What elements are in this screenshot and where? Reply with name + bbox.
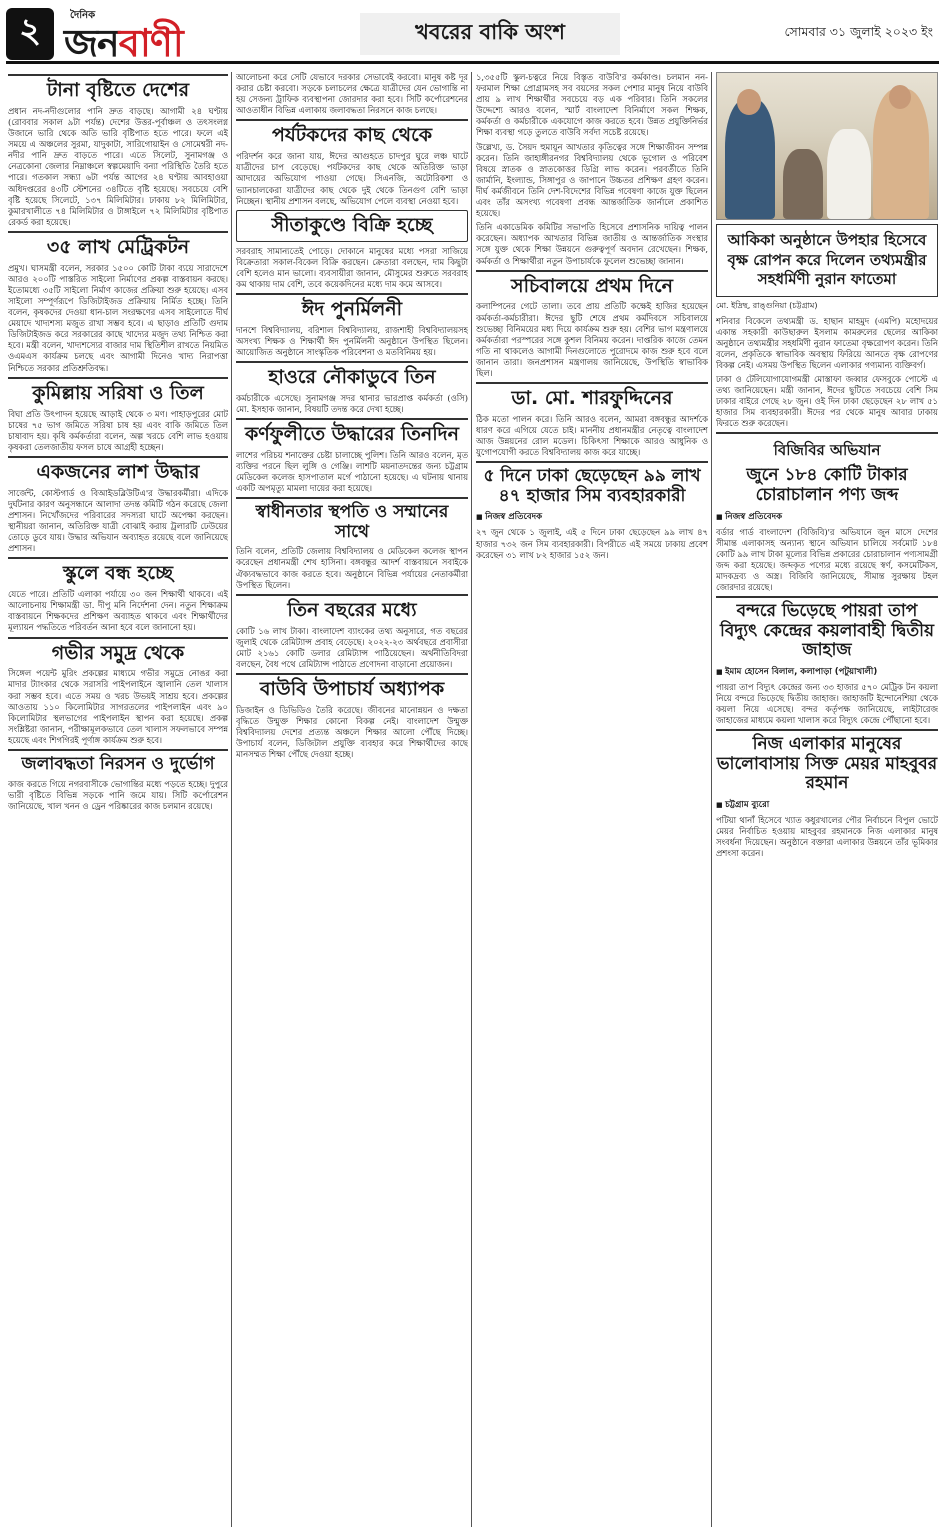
headline: সচিবালয়ে প্রথম দিনে (476, 270, 708, 298)
headline: জুনে ১৮৪ কোটি টাকার চোরাচালান পণ্য জব্দ (746, 465, 908, 505)
photo-figure (725, 99, 775, 219)
article-text: ১,৩৫৫টি স্কুল-চত্বরে নিয়ে বিস্তৃত বাউবি'র কর্মকাণ্ড। চলমান নন-ফরমাল শিক্ষা প্রোগ্রামসহ সব বয়সের সকল পেশার মানুষ নিয়ে বাউবি প্রায় ৯ লাখ শিক্ষার্থীর সবচেয়ে বড় এক পরিবার। তিনি সকলের উদ্দেশ্যে আরও বলেন, স্মার্ট বাংলাদেশ বিনির্মাণে সকল শিক্ষক, কর্মকর্তা ও কর্মচারীকে একযোগে কাজ করতে হবে। উন্নত প্রযুক্তিনির্ভর শিক্ষা ব্যবস্থা গড়ে তুলতে বাউবি সর্বদা সচেষ্ট রয়েছে। (476, 72, 708, 138)
logo-name-part-b: বাণী (118, 20, 183, 65)
article-text: বিঘা প্রতি উৎপাদন হয়েছে আড়াই থেকে ৩ মণ। পাহাড়পুরের মোট চাষের ৭৫ ভাগ জমিতে সরিষা চাষ হয় এবং বাকি জমিতে তিল চাষাবাদ হয়। কৃষি কর্মকর্তারা বলেন, অল্প খরচে বেশি লাভ হওয়ায় কৃষকরা তেলজাতীয় ফসল চাষে আগ্রহী হচ্ছেন। (8, 408, 228, 452)
logo-name (64, 14, 183, 78)
column-divider (711, 72, 712, 1527)
article-text: ঠিক মতো পালন করে। তিনি আরও বলেন, আমরা বঙ্গবন্ধুর আদর্শকে ধারণ করে এগিয়ে যেতে চাই। মাননীয় প্রধানমন্ত্রীর নেতৃত্বে বাংলাদেশ আজ উন্নয়নের রোল মডেল। চিকিৎসা শিক্ষাকে আরও আধুনিক ও যুগোপযোগী করতে বিশ্ববিদ্যালয় কাজ করে যাচ্ছে। (476, 413, 708, 458)
photo-figure (783, 149, 823, 219)
article-text: দানশে বিশ্ববিদ্যালয়, বরিশাল বিশ্ববিদ্যালয়, রাজশাহী বিশ্ববিদ্যালয়সহ অসংখ্য শিক্ষক ও শিক্ষার্থী ঈদ পুনর্মিলনী অনুষ্ঠানে উপস্থিত ছিলেন। আয়োজিত অনুষ্ঠানে সাংস্কৃতিক পরিবেশনা ও মতবিনিময় হয়। (236, 324, 468, 357)
article-text: সরবরাহ সামান্যতেই পোড়ে। দোকানে মানুষের মধ্যে পসরা সাজিয়ে বিক্রেতারা সকাল-বিকেল বিক্রি করছেন। ক্রেতারা বলছেন, দাম কিছুটা বেশি হলেও মান ভালো। ব্যবসায়ীরা জানান, মৌসুমের শুরুতে সরবরাহ কম থাকায় দাম বেশি, তবে কয়েকদিনের মধ্যে দাম কমে আসবে। (236, 245, 468, 289)
article-text: যেতে পারে। প্রতিটি এলাকা পর্যায়ে ৩০ জন শিক্ষার্থী থাকবে। এই আলোচনায় শিক্ষামন্ত্রী ডা. দীপু মনি নির্দেশনা দেন। নতুন শিক্ষাক্রম বাস্তবায়নে শিক্ষকদের প্রশিক্ষণ অব্যাহত থাকবে এবং শিক্ষার্থীদের মূল্যায়ন পদ্ধতিতে পরিবর্তন আনা হবে বলে জানানো হয়। (8, 589, 228, 633)
column-3 (476, 72, 708, 1527)
column-4 (716, 72, 938, 1527)
byline: ■ নিজস্ব প্রতিবেদক (716, 510, 938, 524)
section-tag: বিজিবির অভিযান (716, 432, 938, 464)
column-divider (231, 72, 232, 1527)
article-text: ঢাকা ও টেলিযোগাযোগমন্ত্রী মোস্তাফা জব্বার ফেসবুকে পোস্টে এ তথ্য জানিয়েছেন। মন্ত্রী জানান, ঈদের ছুটিতে সবচেয়ে বেশি সিম ঢাকার বাইরে গেছে ২৮ জুন। ওই দিন ঢাকা ছেড়েছেন ২৮ লাখ ৫১ হাজার সিম ব্যবহারকারী। ঈদের পর থেকে মানুষ আবার ঢাকায় ফিরতে শুরু করেছেন। (716, 373, 938, 429)
headline: গভীর সমুদ্র থেকে (8, 637, 228, 665)
dateline: সোমবার ৩১ জুলাই ২০২৩ ইং (784, 23, 933, 39)
headline: ঈদ পুনর্মিলনী (236, 293, 468, 321)
article-text: কোটি ১৬ লাখ টাকা। বাংলাদেশ ব্যাংকের তথ্য অনুসারে, গত বছরের জুলাই থেকে রেমিট্যান্স প্রবাহ বেড়েছে। ২০২২-২৩ অর্থবছরে প্রবাসীরা মোট ২১৬১ কোটি ডলার রেমিট্যান্স পাঠিয়েছেন। অর্থনীতিবিদরা বলছেন, বৈধ পথে রেমিট্যান্স পাঠাতে প্রণোদনা বাড়ানো প্রয়োজন। (236, 625, 468, 669)
photo-figure-head (889, 85, 911, 109)
article-text: প্রমুখ। ঘাসমন্ত্রী বলেন, সরকার ১৫০০ কোটি টাকা ব্যয়ে সারাদেশে আরও ২০০টি পাস্তরিত সাইলো নির্মাণের প্রকল্প বাস্তবায়ন করছে। ইতোমধ্যে ৩৫টি সাইলো নির্মাণ কাজের প্রক্রিয়া শুরু হয়েছে। এসব সাইলো সম্পূর্ণরূপে ডিজিটাইজড প্রক্রিয়ায় নির্মিত হচ্ছে। তিনি বলেন, কৃষকদের দেওয়া ধান-চাল সংরক্ষণের এসব সাইলোতে দীর্ঘ মেয়াদে খাদ্যশস্য মজুত রাখা সম্ভব হবে। এ ছাড়াও প্রতিটি গুদাম ডিজিটাইজড করে সরকারের কাছে খাদ্যের মজুদ তথ্য নিশ্চিত করা হবে। মন্ত্রী বলেন, খাদ্যশস্যের বাজার দাম স্থিতিশীল রাখতে নিয়মিত ওএমএস কার্যক্রম চলছে এবং আগামী দিনেও খাদ্য নিরাপত্তা নিশ্চিতে সরকার প্রতিশ্রুতিবদ্ধ। (8, 262, 228, 373)
headline: পর্যটকদের কাছ থেকে (236, 119, 468, 147)
column-divider (471, 72, 472, 1527)
byline: ■ ইমাম হোসেন বিলাল, কলাপাড়া (পটুয়াখালী) (716, 665, 938, 679)
column-1 (8, 72, 228, 1527)
headline: জলাবদ্ধতা নিরসন ও দুর্ভোগ (8, 749, 228, 775)
article-text: কাজ করতে গিয়ে নগরবাসীকে ভোগান্তির মধ্যে পড়তে হচ্ছে। দুপুরে ভারী বৃষ্টিতে বিভিন্ন সড়কে পানি জমে যায়। সিটি কর্পোরেশন জানিয়েছে, খাল খনন ও ড্রেন পরিষ্কারের কাজ চলমান রয়েছে। (8, 778, 228, 811)
column-2 (236, 72, 468, 1527)
headline: টানা বৃষ্টিতে দেশের (8, 74, 228, 102)
headline: ৩৫ লাখ মেট্রিকটন (8, 231, 228, 259)
headline: স্কুলে বন্ধ হচ্ছে (8, 557, 228, 585)
article-text: ২৭ জুন থেকে ১ জুলাই, এই ৫ দিনে ঢাকা ছেড়েছেন ৯৯ লাখ ৪৭ হাজার ৭৩২ জন সিম ব্যবহারকারী। বিপরীতে এই সময়ে ঢাকায় প্রবেশ করেছেন ৩১ লাখ ৮২ হাজার ১৫২ জন। (476, 527, 708, 560)
page-number: ২ (6, 8, 54, 60)
headline: ডা. মো. শারফুদ্দিনের (476, 382, 708, 410)
article-text: বর্ডার গার্ড বাংলাদেশ (বিজিবি)'র অভিযানে জুন মাসে দেশের সীমান্ত এলাকাসহ অন্যান্য স্থানে অভিযান চালিয়ে সর্বমোট ১৮৪ কোটি ৯৯ লাখ টাকা মূল্যের বিভিন্ন প্রকারের চোরাচালান পণ্যসামগ্রী জব্দ করা হয়েছে। জব্দকৃত পণ্যের মধ্যে রয়েছে স্বর্ণ, কসমেটিকস, মাদকদ্রব্য ও অস্ত্র। বিজিবি জানিয়েছে, সীমান্ত সুরক্ষায় টহল জোরদার রয়েছে। (716, 526, 938, 592)
news-photo (716, 72, 938, 220)
logo-daily: দৈনিক (70, 9, 96, 21)
photo-headline: আকিকা অনুষ্ঠানে উপহার হিসেবে বৃক্ষ রোপন করে দিলেন তথ্যমন্ত্রীর সহধর্মিণী নুরান ফাতেমা (716, 224, 938, 297)
byline: ■ চট্টগ্রাম ব্যুরো (716, 798, 938, 812)
article-text: লাশের পরিচয় শনাক্তের চেষ্টা চালাচ্ছে পুলিশ। তিনি আরও বলেন, মৃত ব্যক্তির পরনে ছিল লুঙ্গি ও গেঞ্জি। লাশটি ময়নাতদন্তের জন্য চট্টগ্রাম মেডিকেল কলেজ হাসপাতাল মর্গে পাঠানো হয়েছে। এ ঘটনায় থানায় একটি অপমৃত্যু মামলা দায়ের করা হয়েছে। (236, 449, 468, 494)
headline: স্বাধীনতার স্থপতি ও সম্মানের সাথে (236, 497, 468, 542)
logo-name-part-a: জন (64, 20, 119, 65)
headline: বাউবি উপাচার্য অধ্যাপক (236, 673, 468, 701)
newspaper-logo (60, 8, 230, 65)
headline: হাওরে নৌকাডুবে তিন (236, 361, 468, 389)
article-text: শনিবার বিকেলে তথ্যমন্ত্রী ড. হাছান মাহমুদ (এমপি) মহোদয়ের একান্ত সহকারী কাউছারুল ইসলাম কামরুলের ছেলের আকিকা অনুষ্ঠানে তথ্যমন্ত্রীর সহধর্মিণী নুরান ফাতেমা বৃক্ষরোপণ করেন। তিনি বলেন, প্রকৃতিকে স্বাভাবিক অবস্থায় ফিরিয়ে আনতে বৃক্ষ রোপণের বিকল্প নেই। এসময় উপস্থিত ছিলেন এলাকার গণ্যমান্য ব্যক্তিবর্গ। (716, 315, 938, 370)
article-text: ডিজাইন ও ডিভিডিও তৈরি করেছে। জীবনের মানোন্নয়ন ও দক্ষতা বৃদ্ধিতে উন্মুক্ত শিক্ষার কোনো বিকল্প নেই। বাংলাদেশ উন্মুক্ত বিশ্ববিদ্যালয় দেশের প্রত্যন্ত অঞ্চলে শিক্ষার আলো পৌঁছে দিচ্ছে। উপাচার্য বলেন, ডিজিটাল প্রযুক্তি ব্যবহার করে শিক্ষার্থীদের কাছে মানসম্মত শিক্ষা পৌঁছে দেওয়া হচ্ছে। (236, 704, 468, 760)
article-text: সার্জেন্ট, কোস্টগার্ড ও বিআইডব্লিউটিএ'র উদ্ধারকর্মীরা। এদিকে দুর্ঘটনার কারণ অনুসন্ধানে আলাদা তদন্ত কমিটি গঠন করেছে জেলা প্রশাসন। নিখোঁজদের পরিবারের সদস্যরা ঘাটে অপেক্ষা করছেন। স্থানীয়রা জানান, অতিরিক্ত যাত্রী বোঝাই করায় ট্রলারটি ঢেউয়ের তোড়ে ডুবে যায়। উদ্ধার অভিযান অব্যাহত রয়েছে বলে জানিয়েছে প্রশাসন। (8, 487, 228, 554)
article-text: কলাম্পিনের গেটে তালা। তবে প্রায় প্রতিটি কক্ষেই হাজির হয়েছেন কর্মকর্তা-কর্মচারীরা। ঈদের ছুটি শেষে প্রথম কর্মদিবসে সচিবালয়ে শুভেচ্ছা বিনিময়ের মধ্য দিয়ে কার্যক্রম শুরু হয়। বেশির ভাগ মন্ত্রণালয়ে কর্মকর্তারা পরস্পরের সঙ্গে কুশল বিনিময় করেন। দাপ্তরিক কাজে তেমন গতি না থাকলেও আগামী দিনগুলোতে পুরোদমে কাজ শুরু হবে বলে জানান তারা। জনপ্রশাসন মন্ত্রণালয় জানিয়েছে, উপস্থিতি স্বাভাবিক ছিল। (476, 301, 708, 378)
headline: কুমিল্লায় সরিষা ও তিল (8, 377, 228, 405)
headline: তিন বছরের মধ্যে (236, 594, 468, 622)
headline: কর্ণফুলীতে উদ্ধারের তিনদিন (236, 418, 468, 446)
article-text: প্রধান নদ-নদীগুলোর পানি দ্রুত বাড়ছে। আগামী ২৪ ঘণ্টায় (রোববার সকাল ৯টা পর্যন্ত) দেশের উত্তর-পূর্বাঞ্চল ও তৎসংলগ্ন উজানে ভারি থেকে অতি ভারি বৃষ্টিপাত হতে পারে। ফলে এই সময়ে এ অঞ্চলের সুরমা, যাদুকাটা, সারিগোয়াইন ও সোমেশ্বরী নদ-নদীর পানি দ্রুত বাড়তে পারে। এতে সিলেট, সুনামগঞ্জ ও নেত্রকোনা জেলার নিম্নাঞ্চলে স্বল্পমেয়াদি বন্যা পরিস্থিতি তৈরি হতে পারে। গতকাল সন্ধ্যা ৬টা পর্যন্ত আগের ২৪ ঘণ্টায় আবহাওয়া অধিদপ্তরের ৪৩টি স্টেশনের ৩৪টিতে বৃষ্টি হয়েছে। সবচেয়ে বেশি বৃষ্টি হয়েছে সিলেটে, ১৩৭ মিলিমিটার। ঢাকায় ৮২ মিলিমিটার, কুমারখালীতে ৭৪ মিলিমিটার ও টাঙ্গাইলে ৭২ মিলিমিটার বৃষ্টিপাত রেকর্ড করা হয়েছে। (8, 105, 228, 227)
photo-credit: মো. ইদ্রিছ, রাঙ্গুনিয়া (চট্টগ্রাম) (716, 300, 818, 310)
article-text: সিঙ্গেল পয়েন্ট মুরিং প্রকল্পের মাধ্যমে গভীর সমুদ্রে নোঙর করা মাদার ট্যাংকার থেকে সরাসরি পাইপলাইনে জ্বালানি তেল খালাস করা সম্ভব হবে। এতে সময় ও খরচ উভয়ই সাশ্রয় হবে। প্রকল্পের আওতায় ১১০ কিলোমিটার সাগরতলের পাইপলাইন এবং ৯০ কিলোমিটার স্থলভাগের পাইপলাইন স্থাপন করা হয়েছে। প্রকল্প সংশ্লিষ্টরা জানান, পরীক্ষামূলকভাবে তেল খালাস সফলভাবে সম্পন্ন হয়েছে এবং শিগগিরই পূর্ণাঙ্গ কার্যক্রম শুরু হবে। (8, 668, 228, 745)
article-text: উল্লেখ্য, ড. সৈয়দ হুমায়ূন আখতার কৃতিত্বের সঙ্গে শিক্ষাজীবন সম্পন্ন করেন। তিনি জাহাঙ্গীরনগর বিশ্ববিদ্যালয় থেকে ভূগোল ও পরিবেশ বিষয়ে স্নাতক ও স্নাতকোত্তর ডিগ্রি লাভ করেন। পরবর্তীতে তিনি জার্মানি, ইংল্যান্ড, সিঙ্গাপুর ও জাপানে উচ্চতর প্রশিক্ষণ গ্রহণ করেন। দীর্ঘ কর্মজীবনে তিনি দেশ-বিদেশের বিভিন্ন গবেষণা কাজে যুক্ত ছিলেন এবং তাঁর অসংখ্য গবেষণা প্রবন্ধ আন্তর্জাতিক জার্নালে প্রকাশিত হয়েছে। (476, 141, 708, 219)
article-text: পরিদর্শন করে জানা যায়, ঈদের আগুহতে চাদপুর ঘুরে লঞ্চ ঘাটে যাত্রীদের চাপ বেড়েছে। পর্যটকদের কাছ থেকে অতিরিক্ত ভাড়া আদায়ের অভিযোগ পাওয়া গেছে। সিএনজি, অটোরিকশা ও ভ্যানচালকেরা যাত্রীদের কাছ থেকে দুই থেকে তিনগুণ বেশি ভাড়া নিচ্ছেন। স্থানীয় প্রশাসন বলছে, অভিযোগ পেলে ব্যবস্থা নেওয়া হবে। (236, 151, 468, 206)
article-text: পটিয়া থানাঁ হিসেবে খ্যাত কধুরখালের পৌর নির্বাচনে বিপুল ভোটে মেয়র নির্বাচিত হওয়ায় মাহবুবর রহমানকে নিজ এলাকার মানুষ সংবর্ধনা দিয়েছেন। অনুষ্ঠানে বক্তারা এলাকার উন্নয়নে তাঁর ভূমিকার প্রশংসা করেন। (716, 814, 938, 859)
article-text: পায়রা তাপ বিদ্যুৎ কেন্দ্রের জন্য ৩৩ হাজার ৫৭০ মেট্রিক টন কয়লা নিয়ে বন্দরে ভিড়েছে দ্বিতীয় জাহাজ। জাহাজটি ইন্দোনেশিয়া থেকে কয়লা নিয়ে এসেছে। বন্দর কর্তৃপক্ষ জানিয়েছে, লাইটারেজ জাহাজের মাধ্যমে কয়লা খালাস করে বিদ্যুৎ কেন্দ্রে পৌঁছানো হবে। (716, 681, 938, 726)
headline: ৫ দিনে ঢাকা ছেড়েছেন ৯৯ লাখ ৪৭ হাজার সিম ব্যবহারকারী (476, 461, 708, 506)
headline: নিজ এলাকার মানুষের ভালোবাসায় সিক্ত মেয়র মাহবুবর রহমান (716, 729, 938, 794)
headline: বন্দরে ভিড়েছে পায়রা তাপ বিদ্যুৎ কেন্দ্রের কয়লাবাহী দ্বিতীয় জাহাজ (716, 596, 938, 661)
byline: ■ নিজস্ব প্রতিবেদক (476, 510, 708, 524)
photo-figure (827, 129, 871, 219)
article-text: আলোচনা করে সেটি যেভাবে দরকার সেভাবেই করবো। মানুষ কষ্ট দূর করার চেষ্টা করবো। সড়কে চলাচলের ক্ষেত্রে যাত্রীদের যেন ভোগান্তি না হয় সেজন্য ট্রাফিক ব্যবস্থাপনা জোরদার করা হবে। সিটি কর্পোরেশনের আওতাধীন বিভিন্ন এলাকায় জলাবদ্ধতা নিরসনে কাজ চলছে। (236, 72, 468, 116)
photo-figure-head (737, 89, 761, 115)
masthead (6, 6, 939, 64)
article-text: কর্মচারীকে এসেছে। সুনামগঞ্জ সদর থানার ভারপ্রাপ্ত কর্মকর্তা (ওসি) মো. ইসহাক জানান, বিষয়টি তদন্ত করে দেখা হচ্ছে। (236, 392, 468, 414)
section-title: খবরের বাকি অংশ (360, 13, 620, 55)
headline: একজনের লাশ উদ্ধার (8, 456, 228, 484)
headline: সীতাকুণ্ডে বিক্রি হচ্ছে (236, 210, 468, 242)
article-text: তিনি বলেন, প্রতিটি জেলায় বিশ্ববিদ্যালয় ও মেডিকেল কলেজ স্থাপন করেছেন প্রধানমন্ত্রী শেখ হাসিনা। বঙ্গবন্ধুর আদর্শ বাস্তবায়নে সবাইকে ঐক্যবদ্ধভাবে কাজ করতে হবে। অনুষ্ঠানে বিভিন্ন পর্যায়ের নেতাকর্মীরা উপস্থিত ছিলেন। (236, 546, 468, 590)
article-text: তিনি একাডেমিক কমিটির সভাপতি হিসেবে প্রশাসনিক দায়িত্ব পালন করেছেন। অধ্যাপক আখতার বিভিন্ন জাতীয় ও আন্তর্জাতিক সংস্থার সঙ্গে যুক্ত থেকে শিক্ষা উন্নয়নে গুরুত্বপূর্ণ অবদান রেখেছেন। শিক্ষক, কর্মকর্তা ও শিক্ষার্থীরা নতুন উপাচার্যকে ফুলেল শুভেচ্ছা জানান। (476, 222, 708, 266)
